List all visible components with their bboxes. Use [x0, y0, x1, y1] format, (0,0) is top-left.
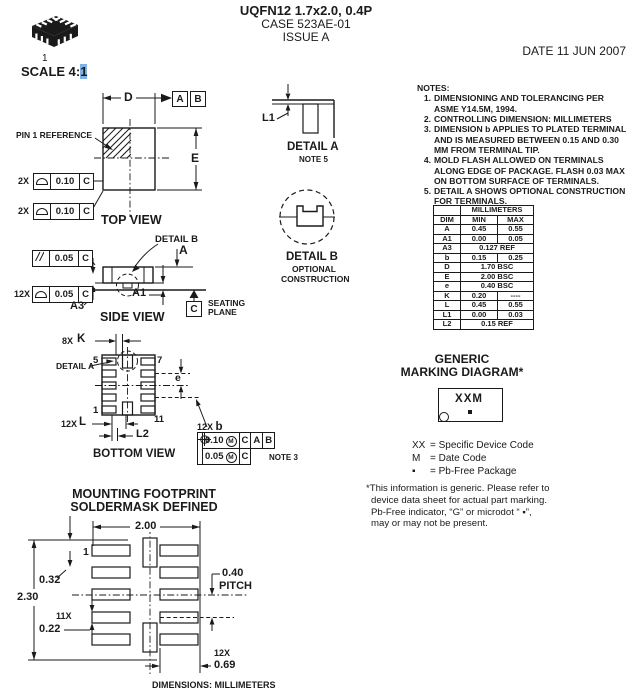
fp-pitch-label: PITCH [219, 580, 252, 592]
fp-height-label: 2.30 [17, 591, 39, 603]
package-isometric-icon [22, 13, 80, 53]
detail-a-callout: DETAIL A [56, 361, 95, 371]
dim-a1-label: A1 [132, 287, 147, 299]
note-text: CONTROLLING DIMENSION: MILLIMETERS [434, 113, 612, 124]
profile-tolerance-frame-1 [33, 173, 94, 190]
footnote-line: device data sheet for actual part marking. [371, 494, 547, 506]
pin11-label: 11 [154, 414, 165, 425]
note-text: MOLD FLASH ALLOWED ON TERMINALS ALONG EDGE OF PACKAGE. FLASH 0.03 MAX ON BOTTOM SURFACE OF TERMINALS. [434, 155, 625, 186]
note-text: DETAIL A SHOWS OPTIONAL CONSTRUCTION FOR TERMINALS. [434, 186, 626, 207]
dim-l2-label: L2 [136, 428, 149, 440]
note-number: 3. [423, 124, 431, 135]
table-row: L 0.45 0.55 [434, 301, 534, 311]
pbfree-microdot-icon [468, 410, 472, 414]
scale-highlighted-digit: 1 [80, 64, 88, 79]
bottom-view-title: BOTTOM VIEW [93, 448, 176, 460]
legend-sym: ▪ [412, 466, 416, 477]
legend-row [412, 453, 486, 464]
legend-text: = Specific Device Code [430, 440, 534, 451]
pos-tol-2 [203, 449, 240, 465]
note-number: 4. [423, 155, 431, 166]
parallelism-datum: C [78, 251, 92, 266]
table-row: A1 0.00 0.05 [434, 234, 534, 244]
seating-label-1: SEATING [208, 298, 246, 308]
notes-block [417, 83, 629, 207]
fcf1-tolerance: 0.10 [50, 174, 79, 189]
fcf1-datum: C [79, 174, 93, 189]
detail-b-linework [279, 190, 335, 244]
note-item [417, 124, 629, 155]
dim-k-label: K [77, 333, 86, 345]
detail-b-sub2: CONSTRUCTION [281, 274, 350, 284]
legend-text: = Pb-Free Package [430, 466, 517, 477]
profile-tolerance-frame-2 [33, 203, 94, 220]
dim-a-label: A [179, 243, 188, 257]
dimension-table [433, 205, 534, 330]
col-min: MIN [461, 215, 498, 225]
date-label: DATE 11 JUN 2007 [522, 44, 626, 58]
pin1-indicator-icon [439, 412, 449, 422]
fcf-profile-tolerance: 0.05 [49, 287, 78, 302]
legend-row [412, 466, 516, 477]
marking-heading-2: MARKING DIAGRAM* [400, 365, 524, 379]
legend-sym: XX [412, 440, 426, 451]
legend-sym: M [412, 453, 421, 464]
parallelism-symbol [33, 251, 49, 266]
tol1-value: 0.10 [205, 435, 224, 446]
fcf2-tolerance: 0.10 [50, 204, 79, 219]
pin1-reference-label: PIN 1 REFERENCE [16, 130, 93, 140]
fp-pin1-label: 1 [83, 546, 89, 558]
dim-l-label: L [79, 416, 87, 428]
side-view-title: SIDE VIEW [100, 310, 165, 324]
table-row: L1 0.00 0.03 [434, 310, 534, 320]
datum-a-box: A [172, 91, 188, 107]
note-text: DIMENSION b APPLIES TO PLATED TERMINAL AND IS MEASURED BETWEEN 0.15 AND 0.30 MM FROM TERMINAL TIP. [434, 124, 627, 155]
datum-b-box: B [190, 91, 206, 107]
note3-label: NOTE 3 [269, 453, 298, 462]
fp-pad-qty-label: 11X [56, 611, 72, 621]
pos-datum-1: C [239, 433, 251, 449]
fp-pitch-value: 0.40 [222, 567, 244, 579]
note-text: DIMENSIONING AND TOLERANCING PER ASME Y14.5M, 1994. [434, 93, 604, 114]
fcf1-qty: 2X [18, 176, 30, 186]
fp-pad-width-label: 0.69 [214, 659, 236, 671]
table-row: K 0.20 ---- [434, 291, 534, 301]
issue-label: ISSUE A [282, 30, 330, 44]
table-row: D 1.70 BSC [434, 263, 534, 273]
b-qty: 12X [197, 422, 214, 432]
footnote-line: *This information is generic. Please refer to [366, 483, 550, 494]
dim-e-label: E [191, 151, 200, 165]
dim-l1-label: L1 [262, 112, 275, 124]
k-qty-label: 8X [62, 336, 74, 346]
scale-text: SCALE 4: [21, 64, 81, 79]
pos-datum-2: C [239, 449, 251, 465]
unit-header: MILLIMETERS [461, 206, 534, 216]
col-dim: DIM [434, 215, 461, 225]
scale-label [21, 65, 87, 78]
pos-ref-a: A [251, 433, 263, 449]
case-number: CASE 523AE-01 [261, 17, 351, 31]
footnote-line: may or may not be present. [371, 518, 488, 530]
terminal-pads [102, 355, 155, 415]
top-view-linework [92, 90, 202, 217]
fp-units-note: DIMENSIONS: MILLIMETERS [152, 680, 276, 690]
chip-marking-text: XXM [455, 393, 483, 405]
fcf2-datum: C [79, 204, 93, 219]
footnote-line: Pb-Free indicator, “G” or microdot “ ▪”, [371, 506, 532, 518]
legend-text: = Date Code [430, 453, 487, 464]
note-item [417, 114, 629, 124]
position-tolerance-frame [197, 432, 275, 465]
footprint-title-1: MOUNTING FOOTPRINT [72, 487, 216, 501]
top-view-title: TOP VIEW [101, 213, 162, 227]
pos-ref-b: B [263, 433, 275, 449]
pin1-hatch [103, 128, 131, 158]
note-number: 1. [423, 93, 431, 104]
footprint-title-2: SOLDERMASK DEFINED [70, 500, 218, 514]
col-max: MAX [498, 215, 534, 225]
detail-b-title: DETAIL B [286, 251, 338, 263]
pin7-label: 7 [157, 355, 163, 366]
package-pin1-number: 1 [42, 53, 48, 64]
detail-b-callout: DETAIL B [155, 234, 198, 245]
table-row: b 0.15 0.25 [434, 253, 534, 263]
table-row: A3 0.127 REF [434, 244, 534, 254]
dim-e-small-label: e [175, 372, 181, 384]
parallelism-tolerance: 0.05 [49, 251, 78, 266]
fp-width-label: 2.00 [135, 520, 157, 532]
pin5-label: 5 [93, 355, 99, 366]
detail-b-sub1: OPTIONAL [292, 264, 336, 274]
table-row: e 0.40 BSC [434, 282, 534, 292]
detail-a-note: NOTE 5 [299, 155, 328, 164]
l-qty-label: 12X [61, 419, 78, 429]
parallelism-tolerance-frame [32, 250, 93, 267]
marking-heading-1: GENERIC [434, 352, 490, 366]
marking-footnote [366, 483, 549, 530]
fcf-profile-qty: 12X [14, 289, 31, 299]
profile-symbol [34, 174, 50, 189]
tol2-value: 0.05 [205, 451, 224, 462]
dim-b-label: b [215, 421, 223, 433]
mmc-modifier-icon: M [226, 436, 237, 447]
legend-row [412, 440, 534, 451]
note-number: 2. [423, 113, 431, 124]
profile-symbol [33, 287, 49, 302]
notes-heading: NOTES: [417, 83, 450, 93]
note-item [417, 93, 629, 114]
note-number: 5. [423, 186, 431, 197]
dim-a3-label: A3 [70, 300, 85, 312]
fcf2-qty: 2X [18, 206, 30, 216]
note-item [417, 155, 629, 186]
fp-row-offset-label: 0.32 [39, 574, 61, 586]
fp-pad-height-label: 0.22 [39, 623, 61, 635]
seating-label-2: PLANE [208, 307, 237, 317]
note-item [417, 186, 629, 207]
detail-a-title: DETAIL A [287, 141, 339, 153]
detail-a-linework [272, 84, 334, 138]
table-corner-cell [434, 206, 461, 216]
dim-d-label: D [124, 90, 133, 104]
fcf-profile-datum: C [78, 287, 92, 302]
table-row: E 2.00 BSC [434, 272, 534, 282]
table-row: A 0.45 0.55 [434, 225, 534, 235]
bottom-view-linework [90, 334, 207, 441]
pin1-label: 1 [93, 405, 99, 416]
fp-pad-width-qty: 12X [214, 648, 231, 658]
page-title: UQFN12 1.7x2.0, 0.4P [239, 3, 373, 18]
profile-symbol [34, 204, 50, 219]
mmc-modifier-icon: M [226, 452, 237, 463]
table-row: L2 0.15 REF [434, 320, 534, 330]
seating-plane-datum-box: C [186, 301, 202, 317]
